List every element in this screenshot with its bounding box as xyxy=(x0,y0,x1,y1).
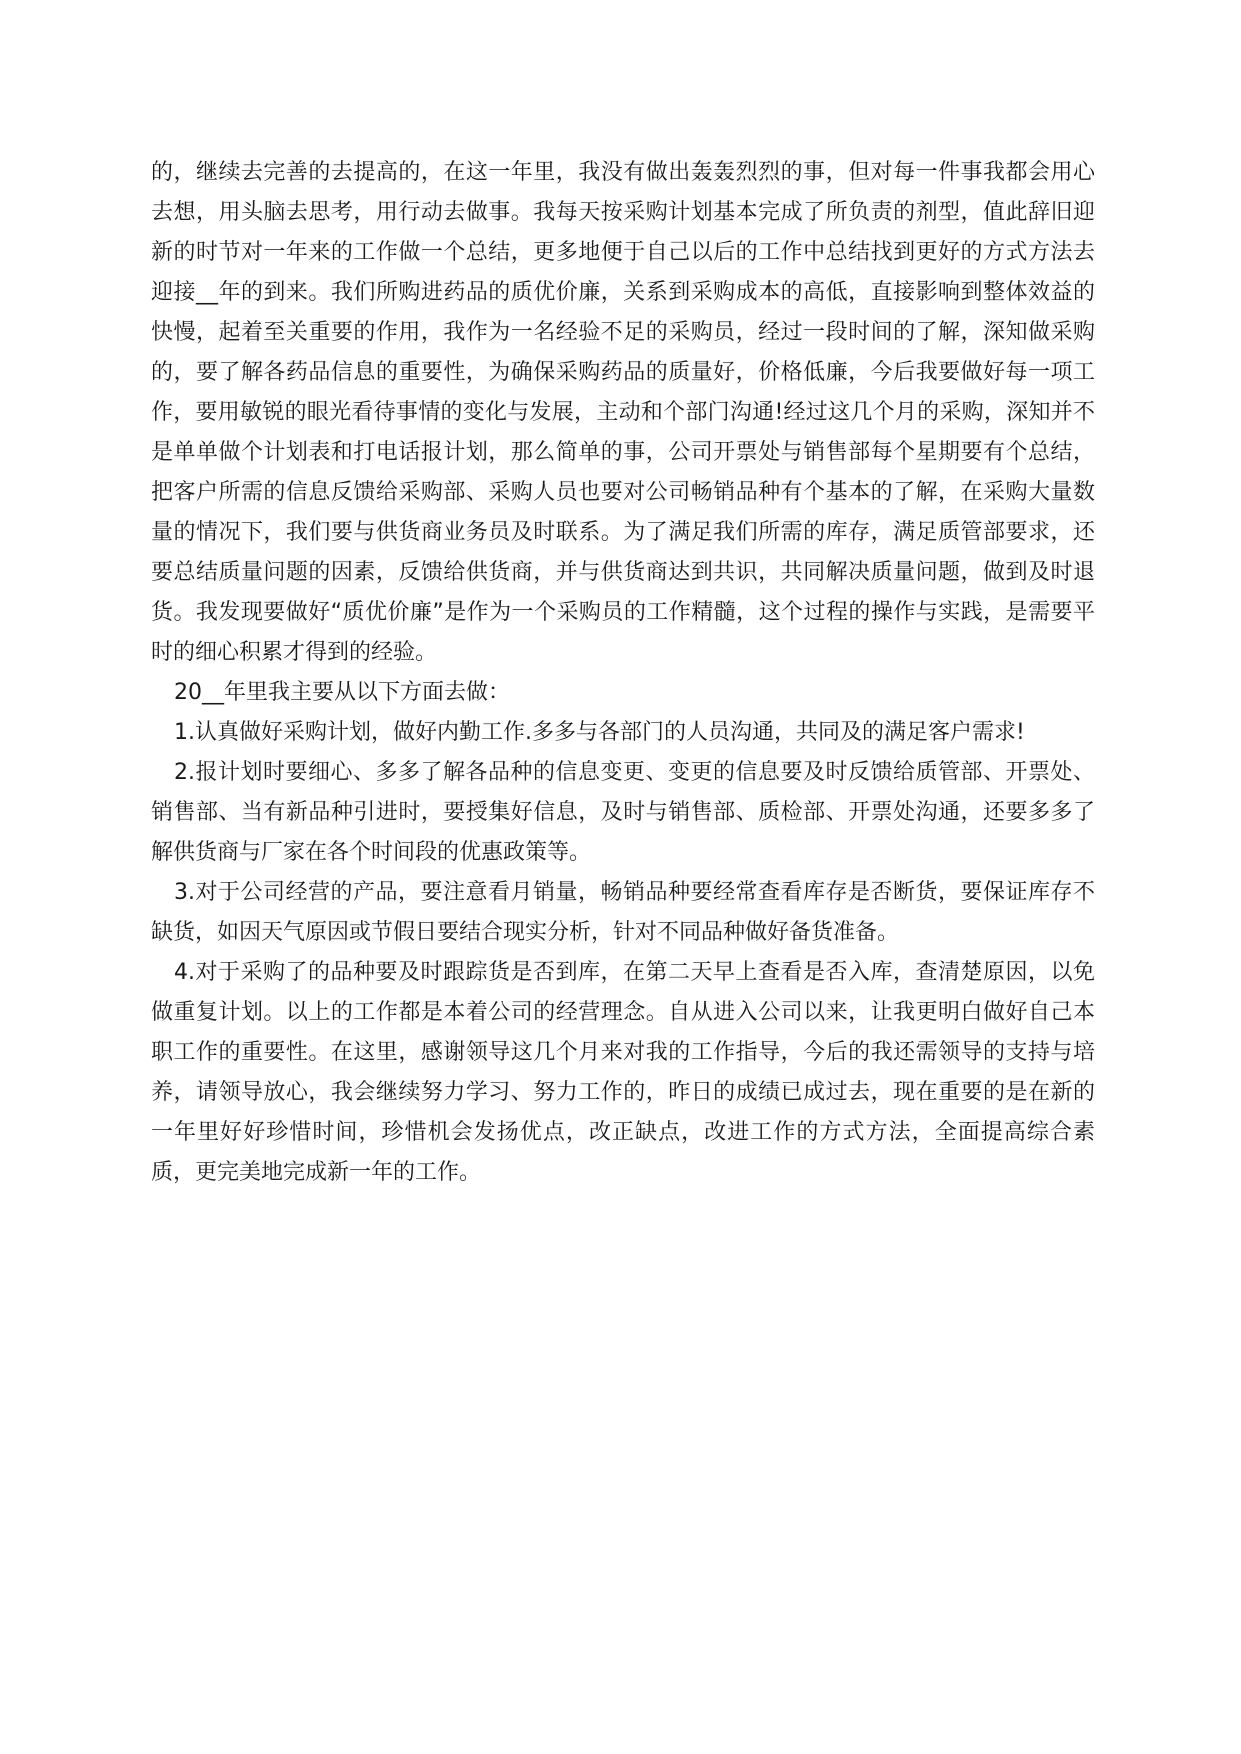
list-item-3: 3.对于公司经营的产品，要注意看月销量，畅销品种要经常查看库存是否断货，要保证库存不缺货，如因天气原因或节假日要结合现实分析，针对不同品种做好备货准备。 xyxy=(151,880,1095,945)
document-body xyxy=(151,153,1095,1193)
list-item-4: 4.对于采购了的品种要及时跟踪货是否到库，在第二天早上查看是否入库，查清楚原因，以免做重复计划。以上的工作都是本着公司的经营理念。自从进入公司以来，让我更明白做好自己本职工作的重要性。在这里，感谢领导这几个月来对我的工作指导，今后的我还需领导的支持与培养，请领导放心，我会继续努力学习、努力工作的，昨日的成绩已成过去，现在重要的是在新的一年里好好珍惜时间，珍惜机会发扬优点，改正缺点，改进工作的方式方法，全面提高综合素质，更完美地完成新一年的工作。 xyxy=(151,960,1095,1185)
list-item-1: 1.认真做好采购计划，做好内勤工作.多多与各部门的人员沟通，共同及的满足客户需求! xyxy=(174,720,1025,745)
list-item-2: 2.报计划时要细心、多多了解各品种的信息变更、变更的信息要及时反馈给质管部、开票处、销售部、当有新品种引进时，要授集好信息，及时与销售部、质检部、开票处沟通，还要多多了解供货商与厂家在各个时间段的优惠政策等。 xyxy=(151,760,1095,865)
body-paragraph: 20__年里我主要从以下方面去做： xyxy=(174,680,510,705)
body-paragraph: 的，继续去完善的去提高的，在这一年里，我没有做出轰轰烈烈的事，但对每一件事我都会用心去想，用头脑去思考，用行动去做事。我每天按采购计划基本完成了所负责的剂型，值此辞旧迎新的时节对一年来的工作做一个总结，更多地便于自己以后的工作中总结找到更好的方式方法去迎接__年的到来。我们所购进药品的质优价廉，关系到采购成本的高低，直接影响到整体效益的快慢，起着至关重要的作用，我作为一名经验不足的采购员，经过一段时间的了解，深知做采购的，要了解各药品信息的重要性，为确保采购药品的质量好，价格低廉，今后我要做好每一项工作，要用敏锐的眼光看待事情的变化与发展，主动和个部门沟通!经过这几个月的采购，深知并不是单单做个计划表和打电话报计划，那么简单的事，公司开票处与销售部每个星期要有个总结，把客户所需的信息反馈给采购部、采购人员也要对公司畅销品种有个基本的了解，在采购大量数量的情况下，我们要与供货商业务员及时联系。为了满足我们所需的库存，满足质管部要求，还要总结质量问题的因素，反馈给供货商，并与供货商达到共识，共同解决质量问题，做到及时退货。我发现要做好“质优价廉”是作为一个采购员的工作精髓，这个过程的操作与实践，是需要平时的细心积累才得到的经验。 xyxy=(151,160,1095,665)
